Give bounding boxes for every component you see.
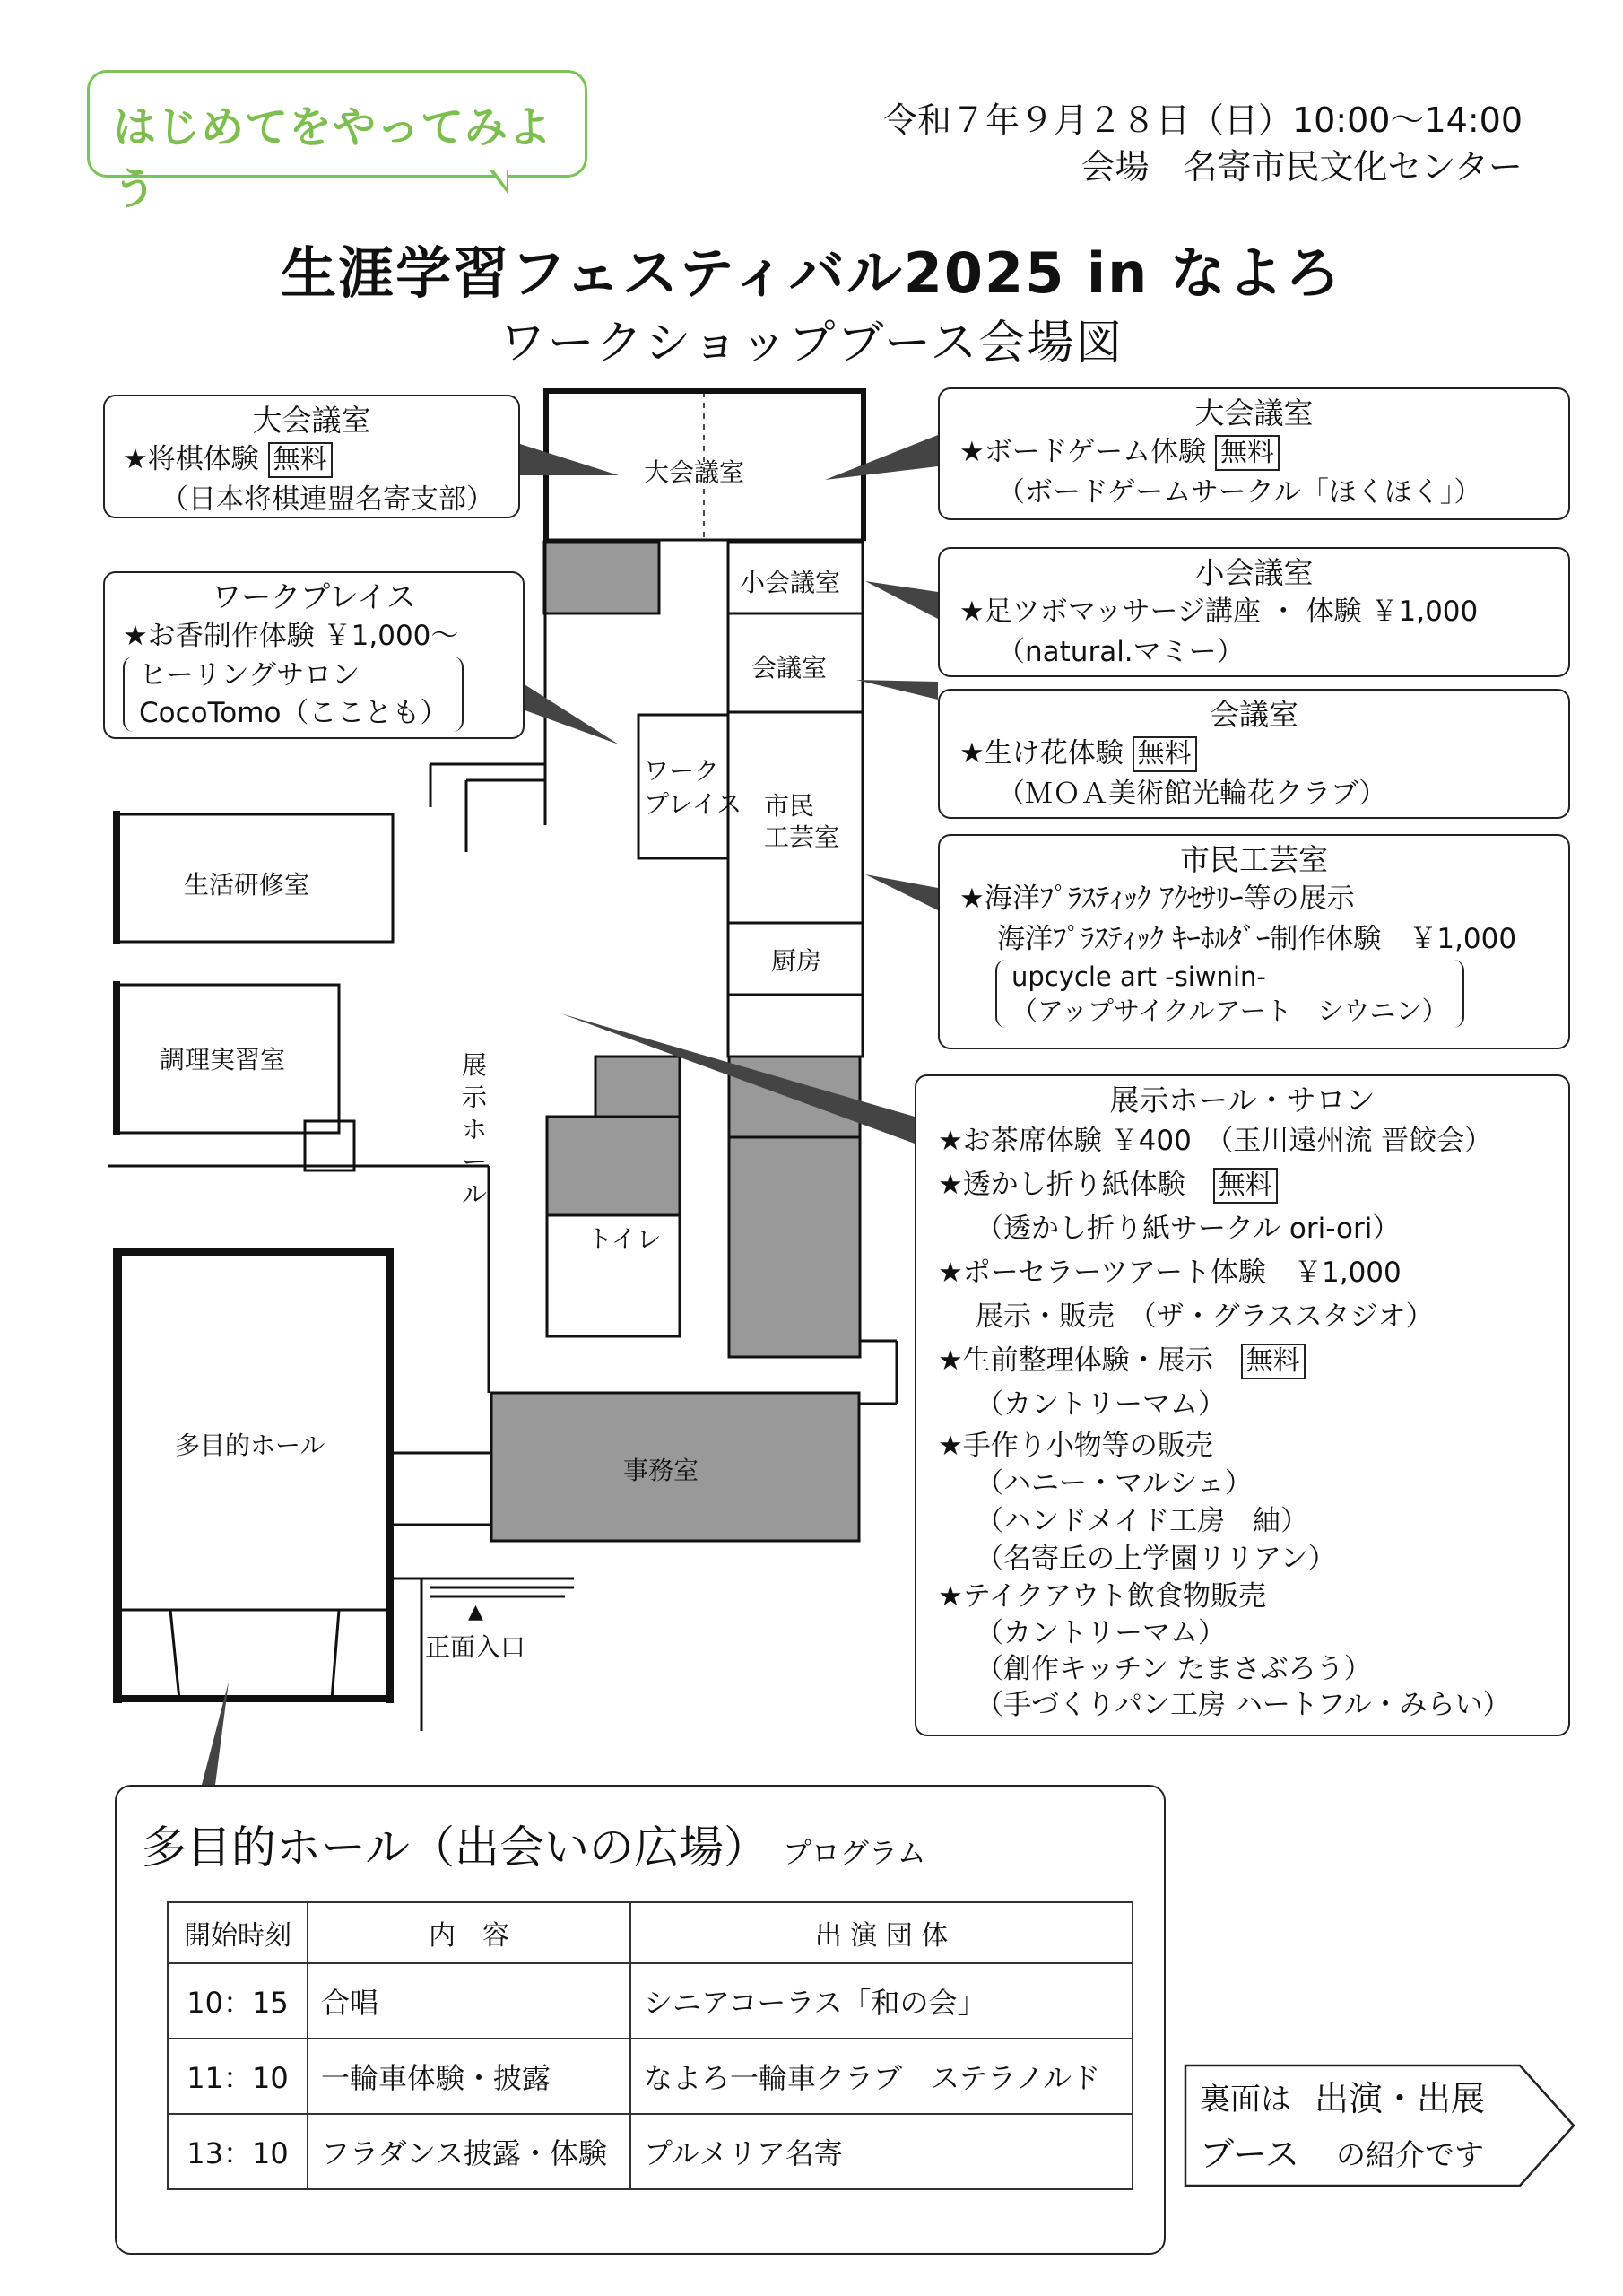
label-craft-room: 工芸室: [764, 822, 840, 852]
label-conference: 会議室: [751, 653, 828, 683]
callout-heading: 大会議室: [1194, 396, 1314, 430]
event-venue: 会場 名寄市民文化センター: [1081, 147, 1523, 187]
table-cell-time: 10：15: [168, 1963, 308, 2039]
callout-heading: ワークプレイス: [212, 579, 416, 614]
note-text-2a: ブース: [1200, 2135, 1299, 2174]
callout-large-conference-boardgame: [938, 387, 1570, 520]
free-badge: 無料: [1213, 1168, 1278, 1204]
page-title: 生涯学習フェスティバル2025 in なよろ: [281, 240, 1342, 306]
note-text-1b: 出演・出展: [1315, 2079, 1486, 2118]
note-text-1a: 裏面は: [1200, 2082, 1291, 2118]
callout-org: （日本将棋連盟名寄支部）: [161, 483, 494, 516]
table-header-row: [168, 1902, 1133, 1963]
catchphrase-text: はじめてをやってみよう: [113, 102, 553, 214]
callout-heading: 大会議室: [252, 403, 371, 438]
table-cell-group: なよろ一輪車クラブ ステラノルド: [630, 2039, 1133, 2114]
table-cell-content: 一輪車体験・披露: [308, 2039, 630, 2114]
program-title: 多目的ホール（出会いの広場）: [142, 1822, 768, 1874]
callout-org-1: ヒーリングサロン: [139, 659, 360, 691]
callout-line: （カントリーマム）: [976, 1617, 1226, 1649]
event-date: 令和７年９月２８日（日）10:00〜14:00: [882, 100, 1523, 140]
program-title-small: プログラム: [782, 1836, 926, 1870]
callout-line: ★生前整理体験・展示: [938, 1344, 1213, 1377]
callout-item: ★将棋体験: [123, 443, 259, 475]
callout-line: ★透かし折り紙体験: [938, 1169, 1185, 1201]
callout-org-2: CocoTomo（こことも）: [139, 697, 448, 729]
label-exhibit-hall: 展示ホール: [462, 1050, 488, 1209]
label-work: ワーク: [644, 756, 720, 786]
note-text-2b: の紹介です: [1336, 2137, 1484, 2172]
callout-item-2: 海洋ﾌﾟﾗｽﾃｨｯｸ ｷｰﾎﾙﾀﾞｰ制作体験 ￥1,000: [997, 923, 1517, 955]
callout-line: （手づくりパン工房 ハートフル・みらい）: [976, 1689, 1511, 1721]
callout-heading: 小会議室: [1194, 555, 1314, 590]
entrance-arrow: ▲: [468, 1601, 483, 1623]
table-header: 内 容: [308, 1902, 630, 1963]
callout-item: ★足ツボマッサージ講座 ・ 体験 ￥1,000: [959, 596, 1479, 628]
callout-line: ★ポーセラーツアート体験 ￥1,000: [938, 1257, 1402, 1289]
free-badge: 無料: [1215, 435, 1280, 471]
label-kitchen: 厨房: [771, 946, 822, 976]
label-multipurpose-hall: 多目的ホール: [175, 1431, 325, 1460]
label-toilet: トイレ: [587, 1224, 662, 1254]
callout-line: （カントリーマム）: [976, 1388, 1226, 1421]
program-box: [115, 1785, 1166, 2255]
storage-room: [544, 542, 659, 613]
label-entrance: 正面入口: [425, 1632, 526, 1662]
callout-conference: [938, 689, 1570, 819]
callout-line: （創作キッチン たまさぶろう）: [976, 1653, 1372, 1685]
callout-org: （ボードゲームサークル「ほくほく」）: [997, 476, 1482, 509]
callout-workplace: [103, 571, 525, 739]
callout-citizen-craft: [938, 834, 1570, 1049]
callout-item-1: ★海洋ﾌﾟﾗｽﾃｨｯｸ ｱｸｾｻﾘｰ等の展示: [959, 883, 1355, 915]
callout-line: ★お茶席体験 ￥400 （玉川遠州流 晋餃会）: [938, 1125, 1493, 1157]
page-subtitle: ワークショップブース会場図: [499, 317, 1124, 370]
callout-large-conference-shogi: [103, 395, 520, 518]
label-place: プレイス: [644, 789, 742, 819]
callout-heading: 市民工芸室: [1180, 842, 1328, 877]
table-header: 開始時刻: [168, 1902, 308, 1963]
callout-org: （ＭＯＡ美術館光輪花クラブ）: [997, 778, 1387, 810]
table-header: 出 演 団 体: [630, 1902, 1133, 1963]
label-life-training: 生活研修室: [184, 870, 310, 900]
callout-line: （透かし折り紙サークル ori-ori）: [976, 1213, 1401, 1245]
grey-areas: [491, 542, 860, 1541]
table-row: [168, 2114, 1133, 2189]
back-side-note: [1184, 2064, 1486, 2187]
callout-item: ★お香制作体験 ￥1,000〜: [123, 620, 459, 652]
table-cell-content: 合唱: [308, 1963, 630, 2039]
callout-line: （ハンドメイド工房 紬）: [976, 1505, 1309, 1537]
table-cell-content: フラダンス披露・体験: [308, 2114, 630, 2189]
free-badge: 無料: [268, 442, 333, 478]
label-cooking: 調理実習室: [160, 1045, 286, 1074]
free-badge: 無料: [1241, 1344, 1306, 1379]
callout-exhibit-hall-salon: [915, 1074, 1570, 1736]
label-citizen: 市民: [764, 791, 815, 821]
callout-org-1: upcycle art -siwnin-: [1011, 961, 1266, 992]
callout-heading: 会議室: [1210, 697, 1298, 732]
table-row: [168, 2039, 1133, 2114]
table-row: [168, 1963, 1133, 2039]
table-cell-group: プルメリア名寄: [630, 2114, 1133, 2189]
callout-org: （natural.マミー）: [997, 636, 1245, 668]
table-cell-time: 13：10: [168, 2114, 308, 2189]
callout-item: ★生け花体験: [959, 737, 1124, 770]
callout-line: （ハニー・マルシェ）: [976, 1467, 1253, 1500]
gallery-rooms: [729, 1137, 860, 1357]
free-badge: 無料: [1133, 736, 1197, 772]
callout-item: ★ボードゲーム体験: [959, 436, 1207, 468]
table-cell-time: 11：10: [168, 2039, 308, 2114]
table-cell-group: シニアコーラス「和の会」: [630, 1963, 1133, 2039]
program-table: [167, 1901, 1133, 2190]
callout-line: ★テイクアウト飲食物販売: [938, 1580, 1266, 1613]
callout-small-conference: [938, 547, 1570, 677]
callout-line: ★手作り小物等の販売: [938, 1430, 1213, 1462]
callout-org-2: （アップサイクルアート シウニン）: [1011, 996, 1448, 1026]
label-large-conference: 大会議室: [644, 457, 745, 487]
label-small-conference: 小会議室: [740, 568, 841, 597]
callout-heading: 展示ホール・サロン: [1109, 1083, 1376, 1118]
multipurpose-hall: [117, 1251, 390, 1700]
callout-line: （名寄丘の上学園リリアン）: [976, 1543, 1336, 1575]
callout-line: 展示・販売 （ザ・グラススタジオ）: [976, 1300, 1434, 1333]
label-office: 事務室: [623, 1456, 699, 1485]
